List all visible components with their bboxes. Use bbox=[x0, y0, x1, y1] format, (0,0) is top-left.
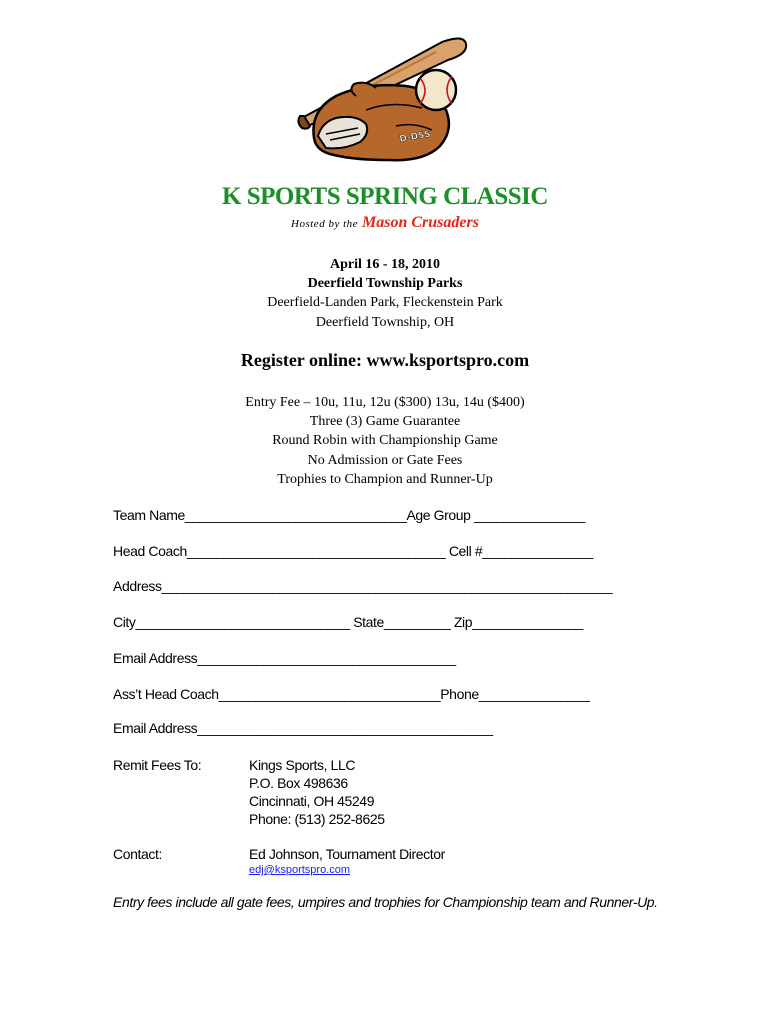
detail-admission: No Admission or Gate Fees bbox=[307, 453, 463, 468]
detail-trophies: Trophies to Champion and Runner-Up bbox=[277, 472, 493, 487]
remit-line: Phone: (513) 252-8625 bbox=[249, 811, 385, 827]
footer-note: Entry fees include all gate fees, umpires and trophies for Championship team and Runner-Up. bbox=[113, 894, 658, 910]
detail-entry-fee: Entry Fee – 10u, 11u, 12u ($300) 13u, 14u ($400) bbox=[245, 395, 525, 410]
event-dates: April 16 - 18, 2010 bbox=[329, 257, 441, 272]
event-location: Deerfield Township, OH bbox=[315, 315, 455, 330]
remit-line: P.O. Box 498636 bbox=[249, 775, 348, 791]
email-field-1[interactable]: Email Address___________________________________ bbox=[113, 650, 456, 666]
contact-name: Ed Johnson, Tournament Director bbox=[249, 846, 445, 862]
baseball-glove-logo-icon bbox=[296, 30, 472, 166]
register-online: Register online: www.ksportspro.com bbox=[240, 350, 530, 370]
remit-line: Cincinnati, OH 45249 bbox=[249, 793, 375, 809]
detail-round-robin: Round Robin with Championship Game bbox=[272, 433, 498, 448]
remit-line: Kings Sports, LLC bbox=[249, 757, 356, 773]
hosted-by bbox=[0, 214, 770, 232]
baseball-icon bbox=[416, 70, 456, 110]
remit-label: Remit Fees To: bbox=[113, 757, 202, 773]
city-state-zip-field[interactable]: City_____________________________ State_________ Zip_______________ bbox=[113, 614, 583, 630]
team-name-field[interactable]: Team Name______________________________Age Group _______________ bbox=[113, 507, 585, 523]
host-team: Mason Crusaders bbox=[362, 214, 479, 231]
address-field[interactable]: Address_____________________________________________________________ bbox=[113, 578, 613, 594]
email-field-2[interactable]: Email Address________________________________________ bbox=[113, 720, 493, 736]
svg-text:D-DSS: D-DSS bbox=[398, 129, 432, 145]
event-venue: Deerfield Township Parks bbox=[307, 276, 463, 291]
head-coach-field[interactable]: Head Coach___________________________________ Cell #_______________ bbox=[113, 543, 594, 559]
contact-email-link[interactable]: edj@ksportspro.com bbox=[249, 864, 351, 876]
hosted-prefix: Hosted by the bbox=[291, 218, 359, 230]
detail-guarantee: Three (3) Game Guarantee bbox=[309, 414, 461, 429]
event-title: K SPORTS SPRING CLASSIC bbox=[222, 183, 548, 210]
asst-coach-field[interactable]: Ass’t Head Coach______________________________Phone_______________ bbox=[113, 686, 590, 702]
contact-label: Contact: bbox=[113, 846, 162, 862]
event-parks: Deerfield-Landen Park, Fleckenstein Park bbox=[267, 295, 503, 310]
